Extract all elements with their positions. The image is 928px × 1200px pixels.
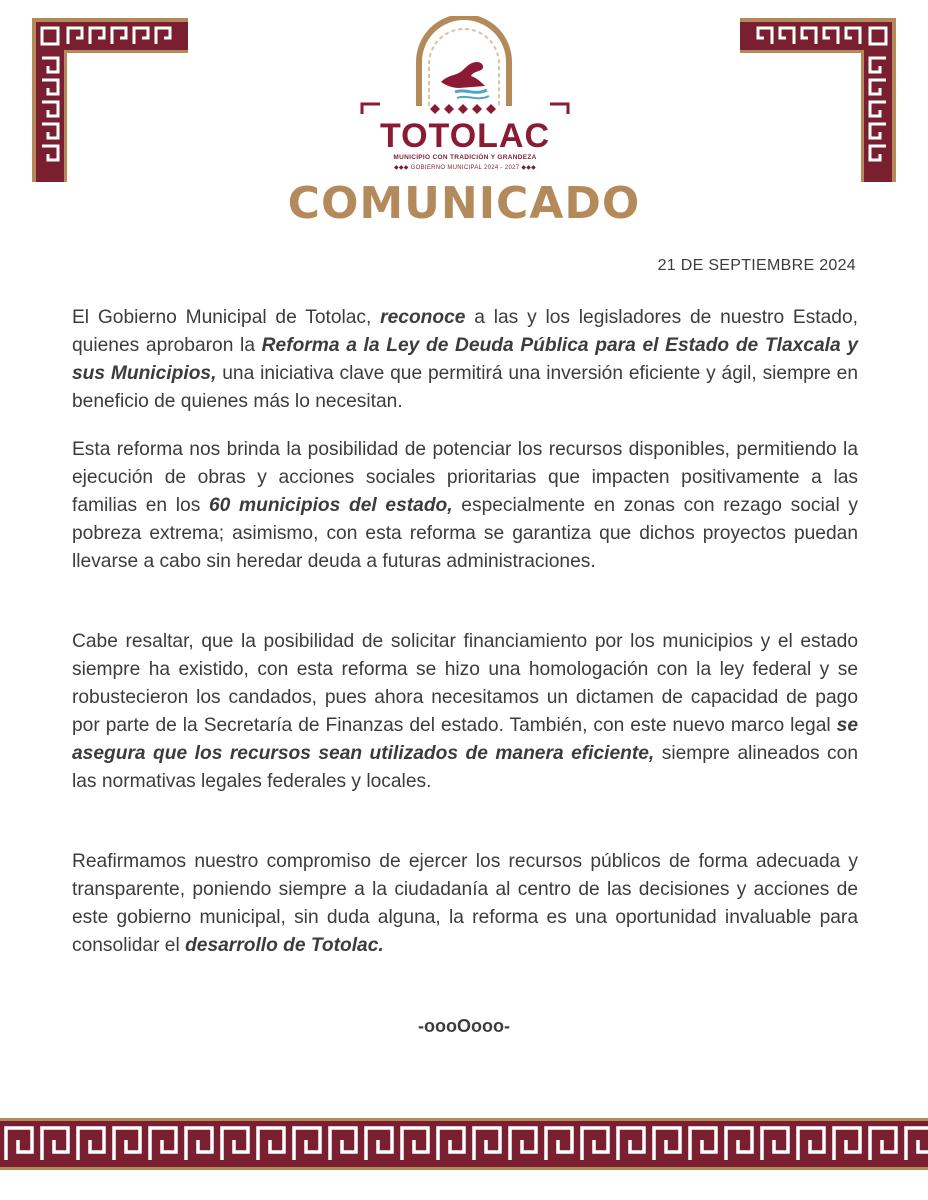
- emphasis-reconoce: reconoce: [380, 307, 466, 328]
- logo-tagline: MUNICIPIO CON TRADICIÓN Y GRANDEZA: [393, 154, 537, 161]
- document-date: 21 DE SEPTIEMBRE 2024: [657, 257, 856, 274]
- greek-key-corner-right-ornament: [740, 18, 896, 182]
- logo-government-period: ◆◆◆ GOBIERNO MUNICIPAL 2024 - 2027 ◆◆◆: [393, 165, 537, 171]
- closing-mark: -oooOooo-: [418, 1016, 510, 1036]
- paragraph-3: Cabe resaltar, que la posibilidad de solicitar financiamiento por los municipios y el estado siempre ha existido, con esta reforma se hizo una homologación con la ley federal y se robustecieron los candados, pues ahora necesitamos un dictamen de capacidad de pago por parte de la Secretaría de Finanzas del estado. También, con este nuevo marco legal se asegura que los recursos sean utilizados de manera eficiente, siempre alineados con las normativas legales federales y locales.: [72, 631, 858, 792]
- emphasis-recursos-eficientes: se asegura que los recursos sean utilizados de manera eficiente,: [72, 715, 858, 764]
- emphasis-reforma: Reforma a la Ley de Deuda Pública para el Estado de Tlaxcala y sus Municipios,: [72, 335, 858, 384]
- logo-diamond-band-ornament: [360, 102, 570, 116]
- paragraph-2: Esta reforma nos brinda la posibilidad de potenciar los recursos disponibles, permitiendo la ejecución de obras y acciones sociales prioritarias que impacten positivamente a las familias en los 60 municipios del estado, especialmente en zonas con rezago social y pobreza extrema; asimismo, con esta reforma se garantiza que dichos proyectos puedan llevarse a cabo sin heredar deuda a futuras administraciones.: [72, 439, 858, 572]
- emphasis-desarrollo-totolac: desarrollo de Totolac.: [185, 935, 384, 956]
- logo-wordmark: TOTOLAC: [379, 117, 551, 155]
- greek-key-corner-left-ornament: [32, 18, 188, 182]
- arch-emblem-icon: [415, 16, 513, 108]
- document-title: COMUNICADO: [287, 178, 641, 229]
- totolac-logo: [358, 14, 572, 171]
- emphasis-60-municipios: 60 municipios del estado,: [209, 495, 453, 516]
- greek-key-footer-band: [0, 1118, 928, 1170]
- paragraph-1: El Gobierno Municipal de Totolac, reconoce a las y los legisladores de nuestro Estado, quienes aprobaron la Reforma a la Ley de Deuda Pública para el Estado de Tlaxcala y sus Municipios, una iniciativa clave que permitirá una inversión eficiente y ágil, siempre en beneficio de quienes más lo necesitan.: [72, 307, 858, 412]
- paragraph-4: Reafirmamos nuestro compromiso de ejercer los recursos públicos de forma adecuada y transparente, poniendo siempre a la ciudadanía al centro de las decisiones y acciones de este gobierno municipal, sin duda alguna, la reforma es una oportunidad invaluable para consolidar el desarrollo de Totolac.: [72, 851, 858, 956]
